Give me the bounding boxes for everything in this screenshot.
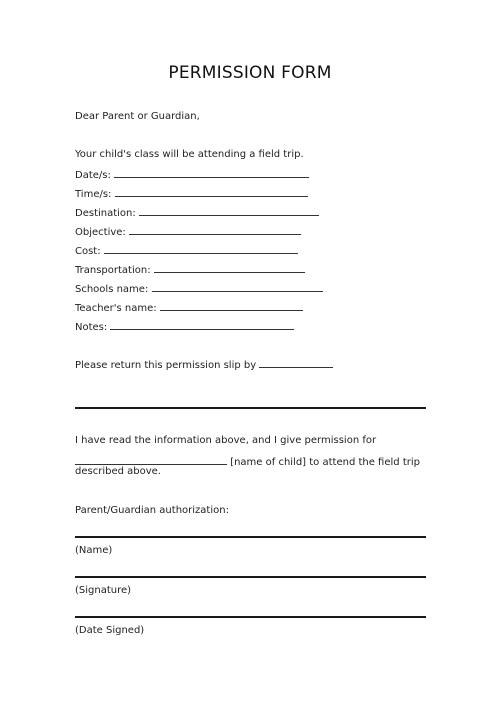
name-signature-line[interactable] (75, 536, 426, 538)
section-divider (75, 407, 426, 409)
destination-input-line[interactable] (139, 206, 319, 216)
signature-label: (Signature) (75, 585, 132, 596)
field-destination (75, 206, 319, 220)
date-signed-line[interactable] (75, 616, 426, 618)
intro-text: Your child's class will be attending a field trip. (75, 149, 304, 160)
name-label: (Name) (75, 545, 113, 556)
field-time (75, 187, 308, 201)
field-schools-name-label: Schools name: (75, 284, 149, 295)
form-title: PERMISSION FORM (168, 63, 332, 83)
field-destination-label: Destination: (75, 208, 136, 219)
field-time-label: Time/s: (75, 189, 112, 200)
field-objective-label: Objective: (75, 227, 126, 238)
field-teachers-name (75, 301, 303, 315)
field-date-label: Date/s: (75, 170, 111, 181)
field-notes-label: Notes: (75, 322, 108, 333)
field-cost (75, 244, 298, 258)
field-notes (75, 320, 294, 334)
schools-name-input-line[interactable] (152, 282, 323, 292)
return-date-input-line[interactable] (259, 358, 333, 368)
greeting: Dear Parent or Guardian, (75, 111, 200, 122)
return-text: Please return this permission slip by (75, 360, 257, 371)
return-line (75, 358, 333, 372)
signature-line[interactable] (75, 576, 426, 578)
date-input-line[interactable] (114, 168, 309, 178)
date-signed-label: (Date Signed) (75, 625, 145, 636)
child-name-placeholder: [name of child] to attend the field trip (230, 457, 420, 468)
cost-input-line[interactable] (104, 244, 298, 254)
field-objective (75, 225, 301, 239)
authorization-label: Parent/Guardian authorization: (75, 505, 229, 516)
notes-input-line[interactable] (110, 320, 294, 330)
transportation-input-line[interactable] (154, 263, 305, 273)
field-teachers-name-label: Teacher's name: (75, 303, 157, 314)
field-cost-label: Cost: (75, 246, 101, 257)
objective-input-line[interactable] (129, 225, 301, 235)
teachers-name-input-line[interactable] (160, 301, 303, 311)
consent-statement-end: described above. (75, 466, 161, 477)
field-schools-name (75, 282, 323, 296)
field-date (75, 168, 309, 182)
field-transportation-label: Transportation: (75, 265, 151, 276)
time-input-line[interactable] (115, 187, 308, 197)
field-transportation (75, 263, 305, 277)
child-name-input-line[interactable] (75, 455, 227, 465)
consent-statement: I have read the information above, and I give permission for (75, 435, 377, 446)
